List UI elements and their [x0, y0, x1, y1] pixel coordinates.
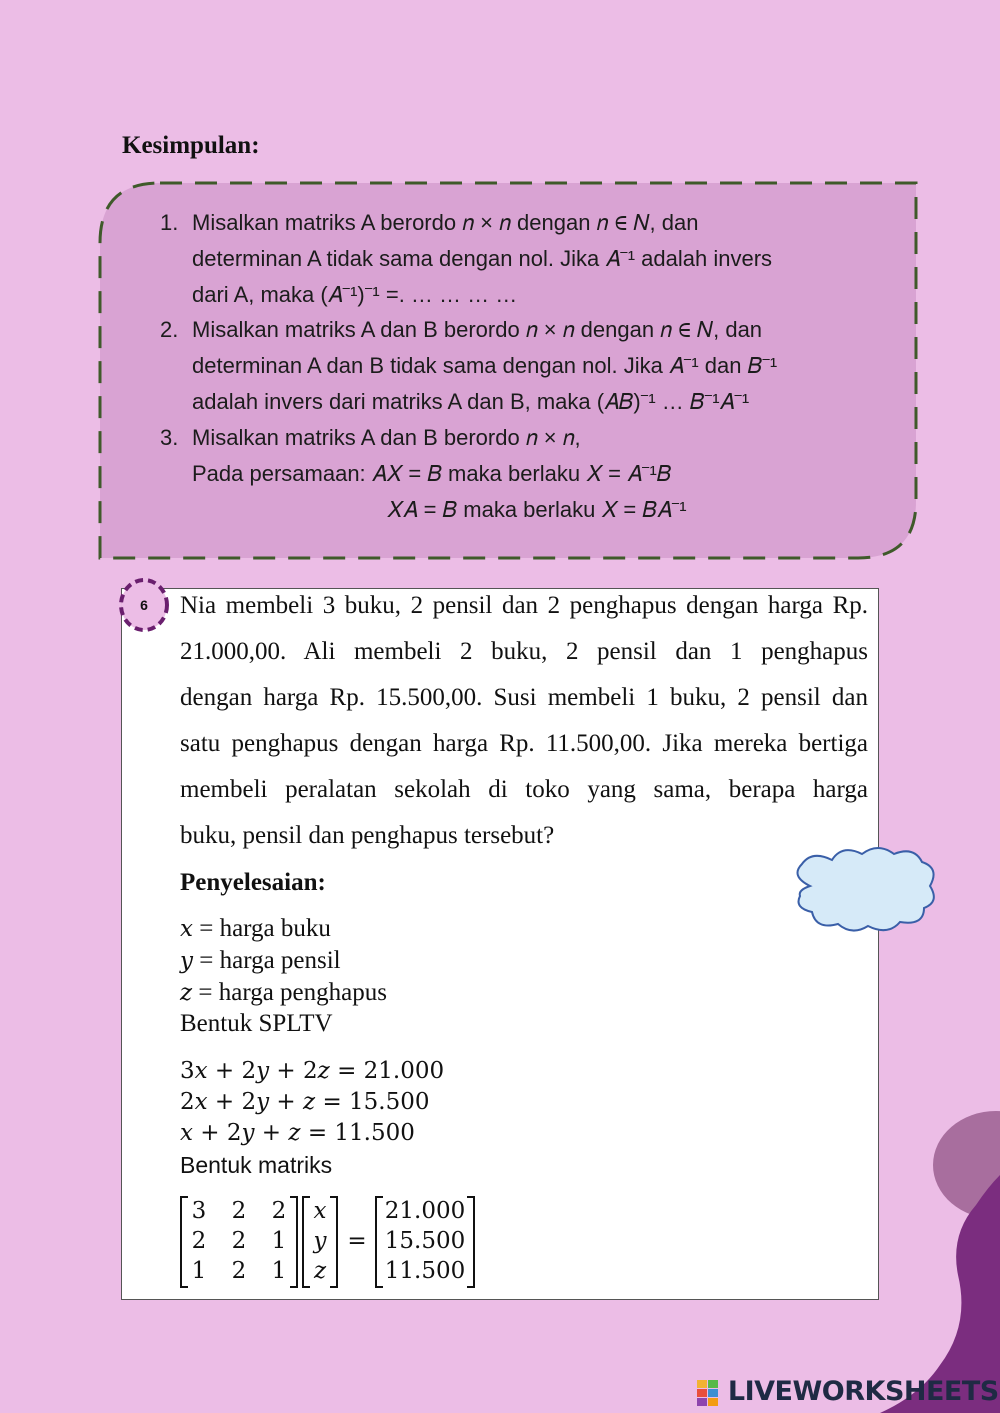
matrix-x [302, 1196, 338, 1288]
matrix-cell: 1 [191, 1258, 207, 1284]
paragraph-line: dengan harga Rp. 15.500,00. Susi membeli 1 buku, 2 pensil dan [180, 684, 868, 711]
variable-row [180, 914, 331, 944]
conclusion-title: Kesimpulan: [122, 132, 260, 159]
variable-symbol: 𝑧 [180, 980, 193, 1006]
conclusion-line: adalah invers dari matriks A dan B, maka (𝐴𝐵)⁻¹ … 𝐵⁻¹𝐴⁻¹ [192, 389, 750, 414]
paragraph-line: buku, pensil dan penghapus tersebut? [180, 822, 555, 849]
logo-text: LIVEWORKSHEETS [727, 1376, 999, 1407]
logo-icon [697, 1380, 719, 1406]
variable-text: = harga penghapus [198, 979, 387, 1006]
bracket-right [467, 1196, 475, 1288]
matrix-cell: 1 [271, 1228, 287, 1254]
matrix-b [375, 1196, 475, 1288]
bracket-left [180, 1196, 188, 1288]
conclusion-line: Misalkan matriks A dan B berordo 𝑛 × 𝑛 dengan 𝑛 ∈ 𝑁, dan [192, 317, 763, 342]
matrix-cell: 21.000 [384, 1198, 466, 1224]
paragraph-line: membeli peralatan sekolah di toko yang sama, berapa harga [180, 776, 868, 803]
variable-symbol: 𝑦 [180, 948, 193, 974]
equation: 2𝑥 + 2𝑦 + 𝑧 = 15.500 [180, 1089, 430, 1115]
matrix-cell: 2 [191, 1228, 207, 1254]
conclusion-line: determinan A tidak sama dengan nol. Jika 𝐴⁻¹ adalah invers [192, 246, 773, 271]
conclusion-line: Pada persamaan: 𝐴𝑋 = 𝐵 maka berlaku 𝑋 = 𝐴⁻¹𝐵 [192, 461, 672, 486]
variable-row [180, 978, 387, 1008]
solution-heading: Penyelesaian: [180, 869, 326, 896]
conclusion-line: 𝑋𝐴 = 𝐵 maka berlaku 𝑋 = 𝐵𝐴⁻¹ [387, 497, 687, 522]
bracket-right [290, 1196, 298, 1288]
matrix-cell: 1 [271, 1258, 287, 1284]
matrix-cell: 2 [231, 1228, 247, 1254]
matrix-cell: 𝑦 [313, 1228, 327, 1254]
paragraph-line: Nia membeli 3 buku, 2 pensil dan 2 penghapus dengan harga Rp. [180, 592, 868, 619]
equals-sign: = [347, 1228, 367, 1254]
item-number: 2. [160, 317, 179, 342]
paragraph-line: 21.000,00. Ali membeli 2 buku, 2 pensil dan 1 penghapus [180, 638, 868, 665]
equation: 𝑥 + 2𝑦 + 𝑧 = 11.500 [180, 1120, 415, 1146]
paragraph-line: satu penghapus dengan harga Rp. 11.500,00. Jika mereka bertiga [180, 730, 868, 757]
variable-row [180, 946, 341, 976]
spltv-label: Bentuk SPLTV [180, 1010, 333, 1037]
conclusion-line: Misalkan matriks A berordo 𝑛 × 𝑛 dengan 𝑛 ∈ 𝑁, dan [192, 210, 699, 235]
problem-number-badge [118, 577, 170, 633]
liveworksheets-logo [697, 1376, 999, 1410]
equation: 3𝑥 + 2𝑦 + 2𝑧 = 21.000 [180, 1058, 445, 1084]
item-number: 3. [160, 425, 179, 450]
conclusion-line: dari A, maka (𝐴⁻¹)⁻¹ =. … … … … [192, 282, 518, 307]
problem-number: 6 [140, 597, 148, 613]
variable-text: = harga pensil [199, 947, 341, 974]
matrix-cell: 𝑧 [313, 1258, 327, 1284]
cloud-icon [790, 846, 940, 936]
matrix-cell: 𝑥 [313, 1198, 327, 1224]
matrix-cell: 3 [191, 1198, 207, 1224]
bracket-left [375, 1196, 383, 1288]
item-number: 1. [160, 210, 179, 235]
variable-symbol: 𝑥 [180, 916, 193, 942]
matrix-cell: 2 [231, 1258, 247, 1284]
matrix-a [180, 1196, 298, 1288]
matrix-label: Bentuk matriks [180, 1152, 333, 1178]
conclusion-line: Misalkan matriks A dan B berordo 𝑛 × 𝑛, [192, 425, 581, 450]
conclusion-line: determinan A dan B tidak sama dengan nol. Jika 𝐴⁻¹ dan 𝐵⁻¹ [192, 353, 778, 378]
matrix-cell: 2 [271, 1198, 287, 1224]
variable-text: = harga buku [199, 915, 331, 942]
matrix-cell: 2 [231, 1198, 247, 1224]
matrix-cell: 11.500 [384, 1258, 466, 1284]
matrix-cell: 15.500 [384, 1228, 466, 1254]
